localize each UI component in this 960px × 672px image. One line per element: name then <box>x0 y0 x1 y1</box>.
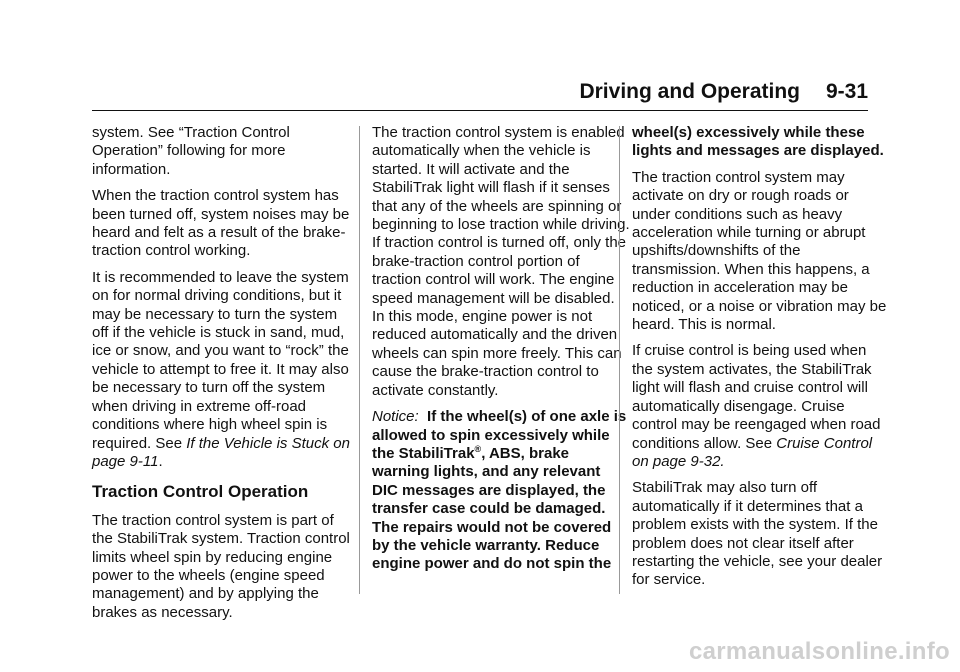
notice-continuation: wheel(s) excessively while these lights and messages are displayed. <box>632 124 884 160</box>
notice-paragraph <box>372 408 630 574</box>
paragraph <box>632 342 890 471</box>
registered-mark: ® <box>474 443 482 454</box>
column-divider <box>619 126 620 594</box>
column-2 <box>372 124 630 582</box>
paragraph-text: . <box>158 452 163 470</box>
paragraph: The traction control system is enabled automatically when the vehicle is started. It will activate and the StabiliTrak light will flash if it senses that any of the wheels are spinning or beginning to lose traction while driving. If traction control is turned off, only the brake-traction control portion of traction control will work. The engine speed management will be disabled. In this mode, engine power is not reduced automatically and the driven wheels can spin more freely. This can cause the brake-traction control to activate constantly. <box>372 124 630 399</box>
paragraph-text: It is recommended to leave the system on for normal driving conditions, but it may be necessary to turn the system off if the vehicle is stuck in sand, mud, ice or snow, and you want to “rock” the vehicle to attempt to free it. It may also be necessary to turn off the system when driving in extreme off-road conditions where high wheel spin is required. See <box>92 268 349 452</box>
header-rule <box>92 110 868 111</box>
watermark: carmanualsonline.info <box>688 638 950 665</box>
paragraph-text: If cruise control is being used when the system activates, the StabiliTrak light will flash and cruise control will automatically disengage. Cruise control may be reengaged when road conditions allow. See <box>632 342 881 452</box>
column-3 <box>632 124 890 598</box>
column-1 <box>92 124 350 630</box>
cross-reference-link[interactable]: Cruise Control on page 9‑32. <box>632 434 873 470</box>
paragraph: When the traction control system has been turned off, system noises may be heard and felt as a result of the brake-traction control working. <box>92 187 350 260</box>
cross-reference-link[interactable]: If the Vehicle is Stuck on page 9‑11 <box>92 434 350 470</box>
paragraph: The traction control system is part of the StabiliTrak system. Traction control limits wheel spin by reducing engine power to the wheels (engine speed management) and by applying the brakes as necessary. <box>92 511 350 621</box>
column-divider <box>359 126 360 594</box>
paragraph <box>92 269 350 471</box>
paragraph: StabiliTrak may also turn off automatically if it determines that a problem exists with the system. If the problem does not clear itself after restarting the vehicle, see your dealer for service. <box>632 479 883 589</box>
section-title: Driving and Operating <box>579 80 800 103</box>
notice-text: If the wheel(s) of one axle is allowed to spin excessively while the StabiliTrak <box>372 408 627 462</box>
notice-label: Notice: <box>372 408 419 426</box>
page-header <box>0 78 960 106</box>
section-heading: Traction Control Operation <box>92 482 309 502</box>
paragraph: system. See “Traction Control Operation” following for more information. <box>92 124 290 178</box>
notice-text: , ABS, brake warning lights, and any relevant DIC messages are displayed, the transfer case could be damaged. The repairs would not be covered by the vehicle warranty. Reduce engine power and do not spin the <box>372 444 612 573</box>
paragraph: The traction control system may activate on dry or rough roads or under conditions such as heavy acceleration while turning or abrupt upshifts/downshifts of the transmission. When this happens, a reduction in acceleration may be noticed, or a noise or vibration may be heard. This is normal. <box>632 168 887 334</box>
page-number: 9-31 <box>825 80 868 103</box>
